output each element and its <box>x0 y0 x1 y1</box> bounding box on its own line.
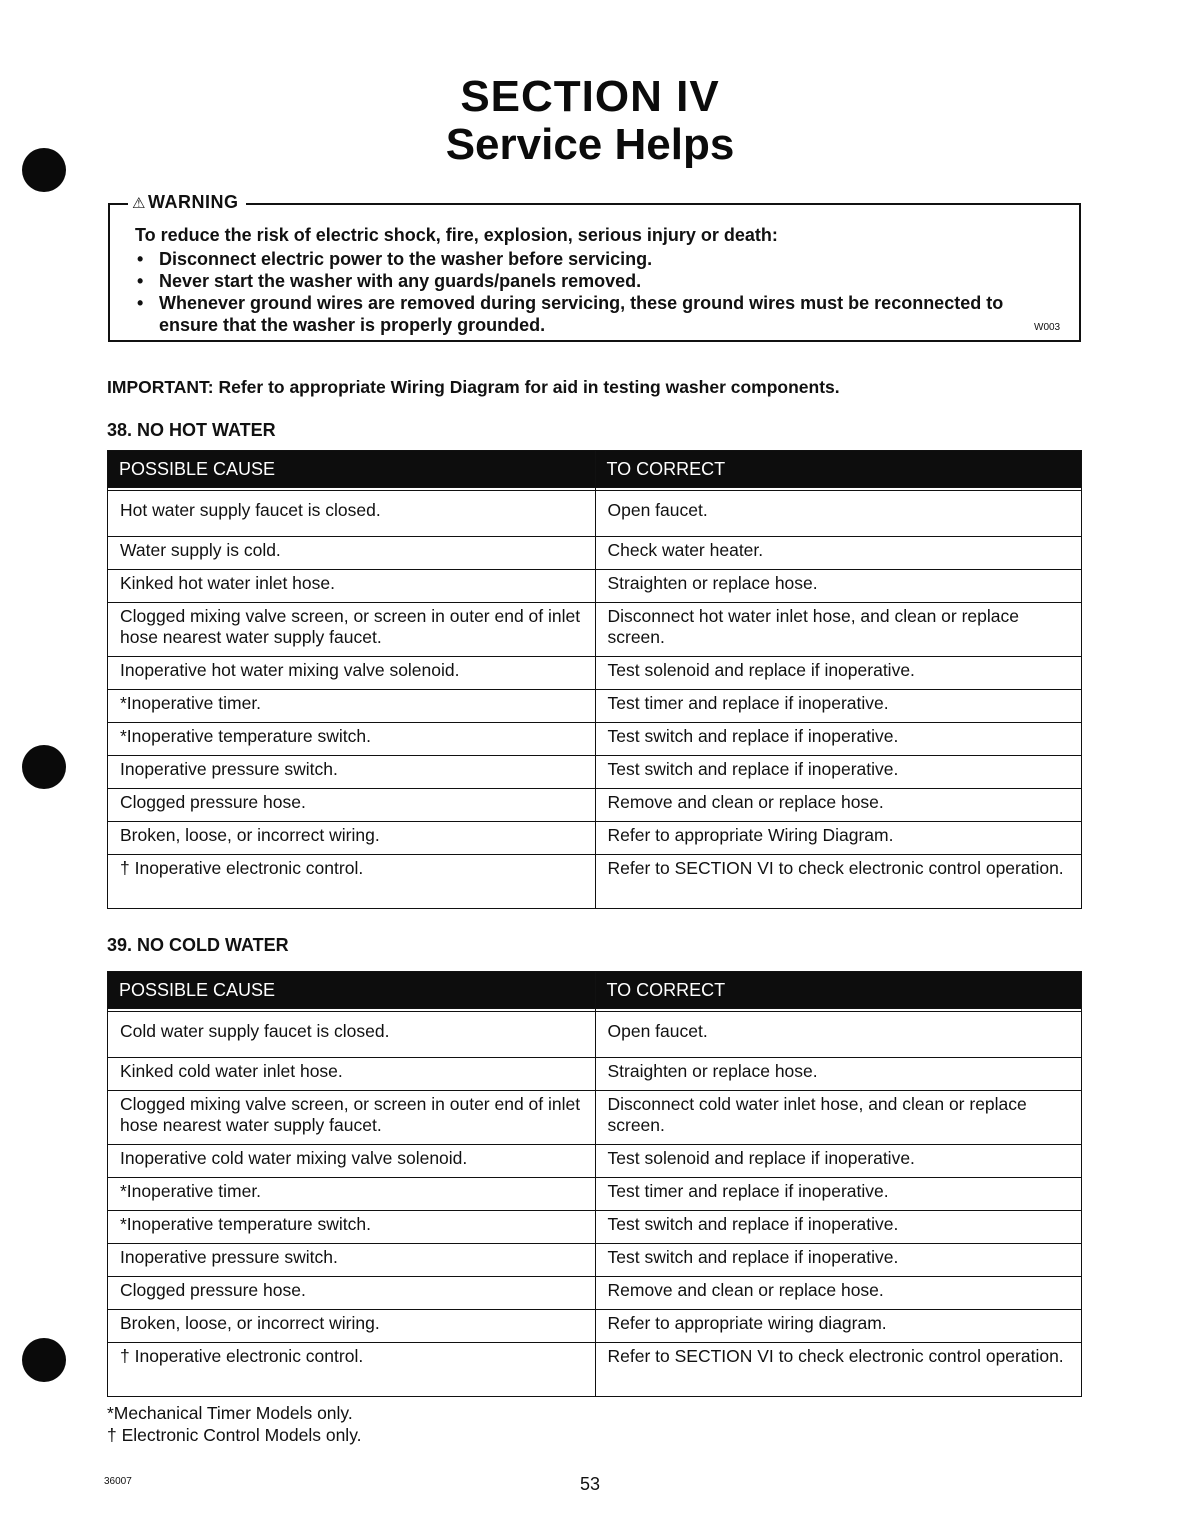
correct-cell: Disconnect hot water inlet hose, and clean or replace screen. <box>595 603 1082 657</box>
warning-item: • Disconnect electric power to the washer before servicing. <box>135 248 1040 270</box>
table-row <box>108 1145 1082 1178</box>
correct-cell: Test timer and replace if inoperative. <box>595 1178 1082 1211</box>
column-header-correct: TO CORRECT <box>595 972 1082 1009</box>
important-note: IMPORTANT: Refer to appropriate Wiring Diagram for aid in testing washer components. <box>107 377 840 397</box>
correct-cell: Test switch and replace if inoperative. <box>595 1244 1082 1277</box>
warning-label <box>128 192 246 213</box>
table-row <box>108 537 1082 570</box>
cause-cell: Broken, loose, or incorrect wiring. <box>108 822 596 855</box>
cause-cell: Inoperative cold water mixing valve solenoid. <box>108 1145 596 1178</box>
correct-cell: Test switch and replace if inoperative. <box>595 1211 1082 1244</box>
table-row <box>108 491 1082 537</box>
correct-cell: Test solenoid and replace if inoperative. <box>595 657 1082 690</box>
cause-cell: Inoperative hot water mixing valve solenoid. <box>108 657 596 690</box>
column-header-cause: POSSIBLE CAUSE <box>108 972 596 1009</box>
correct-cell: Refer to appropriate Wiring Diagram. <box>595 822 1082 855</box>
cause-cell: *Inoperative timer. <box>108 1178 596 1211</box>
section-subtitle: Service Helps <box>445 120 735 169</box>
warning-lead: To reduce the risk of electric shock, fire, explosion, serious injury or death: <box>135 225 778 245</box>
cause-cell: † Inoperative electronic control. <box>108 1343 596 1397</box>
table-row <box>108 1178 1082 1211</box>
warning-triangle-icon: ⚠ <box>132 195 146 212</box>
correct-cell: Disconnect cold water inlet hose, and clean or replace screen. <box>595 1091 1082 1145</box>
no-hot-water-table <box>107 450 1082 909</box>
correct-cell: Open faucet. <box>595 1012 1082 1058</box>
cause-cell: *Inoperative timer. <box>108 690 596 723</box>
cause-cell: *Inoperative temperature switch. <box>108 1211 596 1244</box>
correct-cell: Straighten or replace hose. <box>595 570 1082 603</box>
table-row <box>108 1310 1082 1343</box>
correct-cell: Refer to appropriate wiring diagram. <box>595 1310 1082 1343</box>
table-row <box>108 1012 1082 1058</box>
no-cold-water-table <box>107 971 1082 1397</box>
no-hot-water-table-body <box>108 488 1082 909</box>
warning-item: • Never start the washer with any guards/panels removed. <box>135 270 1040 292</box>
column-header-cause: POSSIBLE CAUSE <box>108 451 596 488</box>
page-number: 53 <box>579 1474 601 1494</box>
column-header-correct: TO CORRECT <box>595 451 1082 488</box>
table-row <box>108 1058 1082 1091</box>
warning-item: • Whenever ground wires are removed during servicing, these ground wires must be reconnected to ensure that the washer is properly grounded. <box>135 292 1040 336</box>
table-row <box>108 789 1082 822</box>
table-row <box>108 723 1082 756</box>
binder-hole-middle <box>22 745 66 789</box>
table-row <box>108 1277 1082 1310</box>
table-row <box>108 822 1082 855</box>
cause-cell: Broken, loose, or incorrect wiring. <box>108 1310 596 1343</box>
correct-cell: Test timer and replace if inoperative. <box>595 690 1082 723</box>
correct-cell: Open faucet. <box>595 491 1082 537</box>
cause-cell: Water supply is cold. <box>108 537 596 570</box>
cause-cell: Inoperative pressure switch. <box>108 756 596 789</box>
cause-cell: Clogged mixing valve screen, or screen in outer end of inlet hose nearest water supply faucet. <box>108 603 596 657</box>
footnote-electronic: † Electronic Control Models only. <box>107 1425 362 1445</box>
table-row <box>108 855 1082 909</box>
correct-cell: Refer to SECTION VI to check electronic control operation. <box>595 855 1082 909</box>
table-row <box>108 603 1082 657</box>
cause-cell: Kinked cold water inlet hose. <box>108 1058 596 1091</box>
correct-cell: Remove and clean or replace hose. <box>595 789 1082 822</box>
table-row <box>108 657 1082 690</box>
cause-cell: Hot water supply faucet is closed. <box>108 491 596 537</box>
table-row <box>108 1211 1082 1244</box>
table-row <box>108 570 1082 603</box>
section-title: SECTION IV <box>460 72 720 121</box>
correct-cell: Check water heater. <box>595 537 1082 570</box>
cause-cell: Inoperative pressure switch. <box>108 1244 596 1277</box>
table-row <box>108 1091 1082 1145</box>
table-row <box>108 1343 1082 1397</box>
correct-cell: Test switch and replace if inoperative. <box>595 756 1082 789</box>
cause-cell: Clogged mixing valve screen, or screen in outer end of inlet hose nearest water supply faucet. <box>108 1091 596 1145</box>
correct-cell: Test solenoid and replace if inoperative. <box>595 1145 1082 1178</box>
cause-cell: Cold water supply faucet is closed. <box>108 1012 596 1058</box>
footnotes <box>107 1402 362 1446</box>
document-code: 36007 <box>104 1476 132 1487</box>
cause-cell: Clogged pressure hose. <box>108 789 596 822</box>
cause-cell: Clogged pressure hose. <box>108 1277 596 1310</box>
correct-cell: Refer to SECTION VI to check electronic control operation. <box>595 1343 1082 1397</box>
cause-cell: Kinked hot water inlet hose. <box>108 570 596 603</box>
cause-cell: † Inoperative electronic control. <box>108 855 596 909</box>
correct-cell: Remove and clean or replace hose. <box>595 1277 1082 1310</box>
no-cold-water-table-body <box>108 1009 1082 1397</box>
table-row <box>108 756 1082 789</box>
no-cold-water-heading: 39. NO COLD WATER <box>107 935 289 955</box>
table-row <box>108 1244 1082 1277</box>
binder-hole-bottom <box>22 1338 66 1382</box>
cause-cell: *Inoperative temperature switch. <box>108 723 596 756</box>
correct-cell: Straighten or replace hose. <box>595 1058 1082 1091</box>
warning-label-text: WARNING <box>147 192 239 212</box>
warning-code: W003 <box>1034 322 1061 333</box>
correct-cell: Test switch and replace if inoperative. <box>595 723 1082 756</box>
table-row <box>108 690 1082 723</box>
footnote-mechanical: *Mechanical Timer Models only. <box>107 1403 353 1423</box>
no-hot-water-heading: 38. NO HOT WATER <box>107 420 276 440</box>
warning-list <box>135 248 1040 336</box>
